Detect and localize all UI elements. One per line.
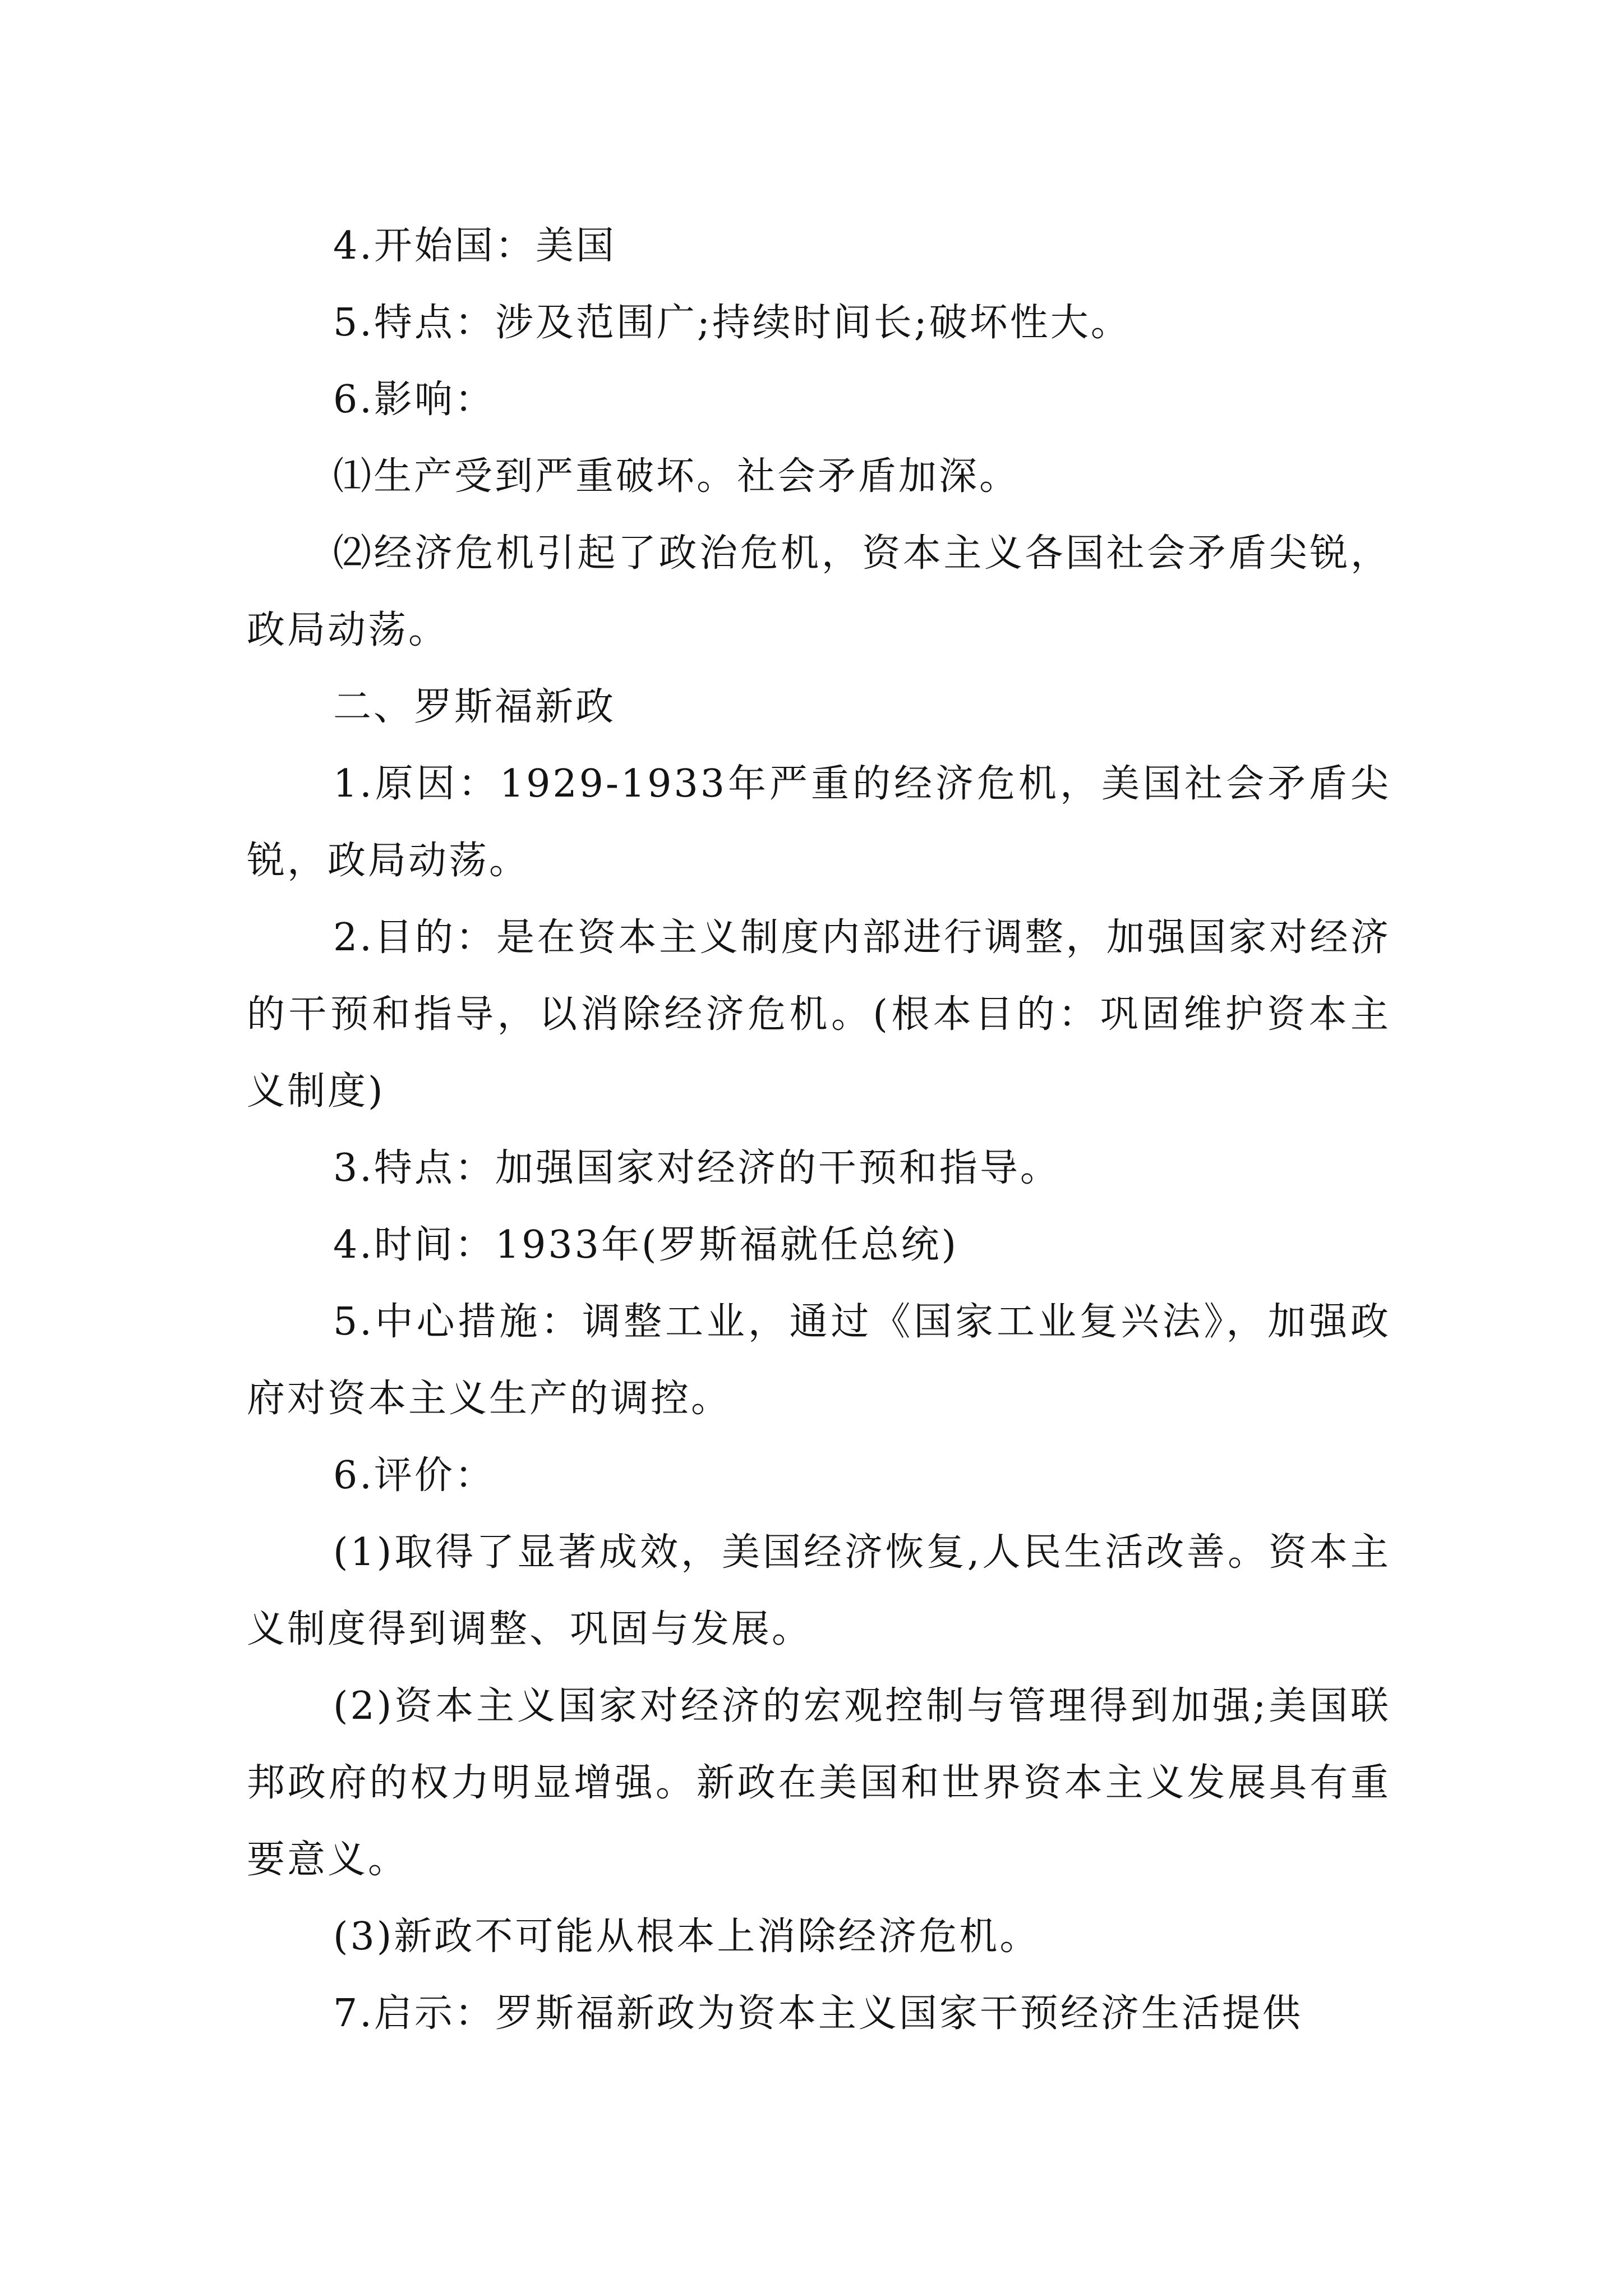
paragraph-impact-2: ⑵经济危机引起了政治危机，资本主义各国社会矛盾尖锐，政局动荡。	[247, 531, 1391, 652]
paragraph-new-deal-time: 4.时间：1933年(罗斯福就任总统)	[333, 1223, 958, 1267]
paragraph-enlightenment: 7.启示：罗斯福新政为资本主义国家干预经济生活提供	[333, 1991, 1303, 2036]
section-heading-new-deal: 二、罗斯福新政	[333, 685, 616, 729]
paragraph-crisis-features: 5.特点：涉及范围广;持续时间长;破坏性大。	[333, 301, 1131, 345]
paragraph-new-deal-measures: 5.中心措施：调整工业，通过《国家工业复兴法》，加强政府对资本主义生产的调控。	[247, 1300, 1391, 1421]
paragraph-evaluation-3: (3)新政不可能从根本上消除经济危机。	[333, 1915, 1040, 1959]
paragraph-new-deal-cause: 1.原因：1929-1933年严重的经济危机，美国社会矛盾尖锐，政局动荡。	[247, 762, 1391, 883]
paragraph-crisis-impact-heading: 6.影响：	[333, 378, 495, 422]
paragraph-new-deal-purpose: 2.目的：是在资本主义制度内部进行调整，加强国家对经济的干预和指导，以消除经济危机。(根本目的：巩固维护资本主义制度)	[247, 915, 1391, 1114]
paragraph-new-deal-features: 3.特点：加强国家对经济的干预和指导。	[333, 1146, 1061, 1190]
paragraph-evaluation-1: (1)取得了显著成效，美国经济恢复,人民生活改善。资本主义制度得到调整、巩固与发展。	[247, 1530, 1391, 1651]
paragraph-start-country: 4.开始国：美国	[333, 224, 616, 268]
document-body	[247, 208, 1391, 2052]
paragraph-evaluation-2: (2)资本主义国家对经济的宏观控制与管理得到加强;美国联邦政府的权力明显增强。新政在美国和世界资本主义发展具有重要意义。	[247, 1684, 1391, 1882]
paragraph-evaluation-heading: 6.评价：	[333, 1453, 495, 1498]
paragraph-impact-1: ⑴生产受到严重破坏。社会矛盾加深。	[333, 454, 1020, 499]
